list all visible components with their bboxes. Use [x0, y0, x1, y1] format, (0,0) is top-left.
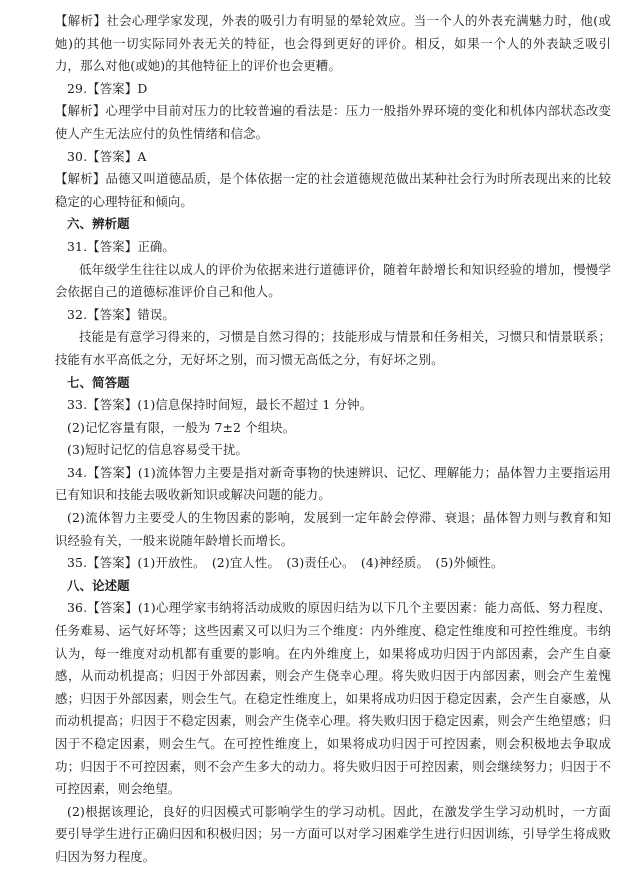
- explanation-31: 低年级学生往往以成人的评价为依据来进行道德评价，随着年龄增长和知识经验的增加，慢慢学会依据自己的道德标准评价自己和他人。: [55, 261, 611, 300]
- section-heading-8: 八、论述题: [67, 577, 130, 593]
- analysis-29: 【解析】心理学中目前对压力的比较普遍的看法是：压力一般指外界环境的变化和机体内部状态改变使人产生无法应付的负性情绪和信念。: [55, 103, 611, 141]
- answer-36: 36.【答案】(1)心理学家韦纳将活动成败的原因归结为以下几个主要因素：能力高低、努力程度、任务难易、运气好坏等；这些因素又可以归为三个维度：内外维度、稳定性维度和可控性维度。韦纳认为，每一维度对动机都有重要的影响。在内外维度上，如果将成功归因于内部因素，会产生自豪感，从而动机提高；归因于外部因素，则会产生侥幸心理。将失败归因于内部因素，则会产生羞愧感；归因于外部因素，则会生气。在稳定性维度上，如果将成功归因于稳定因素，会产生自豪感，从而动机提高；归因于不稳定因素，则会产生侥幸心理。将失败归因于稳定因素，则会产生绝望感；归因于不稳定因素，则会生气。在可控性维度上，如果将成功归因于可控因素，则会积极地去争取成功；归因于不可控因素，则不会产生多大的动力。将失败归因于可控因素，则会继续努力；归因于不可控因素，则会绝望。: [55, 600, 611, 797]
- answer-29: 29.【答案】D: [67, 80, 148, 96]
- answer-33-item-2: (2)记忆容量有限，一般为 7±2 个组块。: [67, 419, 296, 435]
- section-heading-6: 六、辨析题: [67, 216, 130, 232]
- section-heading-7: 七、简答题: [67, 374, 130, 390]
- answer-33-item-3: (3)短时记忆的信息容易受干扰。: [67, 442, 249, 458]
- answer-33: 33.【答案】(1)信息保持时间短，最长不超过 1 分钟。: [67, 397, 373, 413]
- answer-31: 31.【答案】正确。: [67, 238, 175, 254]
- analysis-28: 【解析】社会心理学家发现，外表的吸引力有明显的晕轮效应。当一个人的外表充满魅力时，他(或她)的其他一切实际同外表无关的特征，也会得到更好的评价。相反，如果一个人的外表缺乏吸引力，那么对他(或她)的其他特征上的评价也会更糟。: [55, 13, 611, 74]
- answer-36-item-2: (2)根据该理论，良好的归因模式可影响学生的学习动机。因此，在激发学生学习动机时，一方面要引导学生进行正确归因和积极归因；另一方面可以对学习困难学生进行归因训练，引导学生将成败归因为努力程度。: [55, 803, 611, 864]
- answer-34: 34.【答案】(1)流体智力主要是指对新奇事物的快速辨识、记忆、理解能力；晶体智力主要指运用已有知识和技能去吸收新知识或解决问题的能力。: [55, 464, 611, 503]
- analysis-30: 【解析】品德又叫道德品质，是个体依据一定的社会道德规范做出某种社会行为时所表现出来的比较稳定的心理特征和倾向。: [55, 171, 611, 209]
- answer-32: 32.【答案】错误。: [67, 306, 175, 322]
- answer-34-item-2: (2)流体智力主要受人的生物因素的影响，发展到一定年龄会停滞、衰退；晶体智力则与教育和知识经验有关，一般来说随年龄增长而增长。: [55, 510, 611, 548]
- explanation-32: 技能是有意学习得来的，习惯是自然习得的；技能形成与情景和任务相关，习惯只和情景联系；技能有水平高低之分，无好坏之别，而习惯无高低之分，有好坏之别。: [55, 329, 611, 367]
- answer-35: 35.【答案】(1)开放性。 (2)宜人性。 (3)责任心。 (4)神经质。 (5)外倾性。: [67, 555, 504, 571]
- answer-30: 30.【答案】A: [67, 148, 147, 164]
